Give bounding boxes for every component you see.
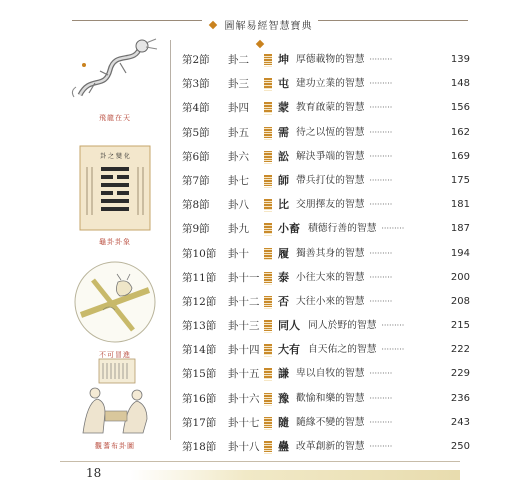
hexagram-number: 卦七: [228, 174, 249, 187]
leader-dots: ·········: [369, 55, 393, 64]
hexagram-name: 豫: [278, 391, 289, 405]
toc-entry[interactable]: [182, 296, 482, 320]
hexagram-number: 卦十七: [228, 416, 260, 429]
figure-caption: 不可冒進: [99, 351, 131, 359]
chapter-title: 帶兵打仗的智慧: [296, 174, 365, 186]
leader-dots: ·········: [381, 321, 405, 331]
hexagram-name: 比: [278, 198, 289, 212]
chapter-title: 解決爭端的智慧: [296, 150, 365, 162]
leader-dots: ·········: [369, 248, 393, 258]
section-number: 第3節: [182, 78, 210, 91]
chapter-title: 建功立業的智慧: [296, 78, 365, 90]
hexagram-symbol-icon: [264, 320, 272, 331]
hexagram-symbol-icon: [264, 368, 272, 379]
chapter-title: 自天佑之的智慧: [308, 344, 377, 356]
toc-entry[interactable]: [182, 54, 482, 78]
toc-entry[interactable]: [182, 175, 482, 199]
scholars-divination-icon: [73, 355, 157, 435]
section-number: 第11節: [182, 271, 217, 284]
chapter-title: 教育啟蒙的智慧: [296, 102, 365, 114]
toc-entry[interactable]: [182, 344, 482, 368]
book-title: 圖解易經智慧寶典: [224, 21, 313, 32]
header-rule-left: [72, 20, 202, 21]
page-ref: 162: [450, 126, 470, 138]
page-ref: 215: [450, 320, 470, 332]
leader-dots: ·········: [381, 345, 405, 355]
chapter-title: 歡愉和樂的智慧: [296, 392, 365, 404]
hexagram-symbol-icon: [264, 151, 272, 162]
section-number: 第9節: [182, 223, 210, 236]
hexagram-number: 卦九: [228, 223, 249, 236]
hexagram-number: 卦十五: [228, 368, 260, 381]
toc-entry[interactable]: [182, 127, 482, 151]
hexagram-symbol-icon: [264, 393, 272, 404]
goat-on-fence-icon: [73, 260, 157, 344]
toc-entry[interactable]: [182, 368, 482, 392]
hexagram-name: 同人: [278, 319, 300, 333]
toc-entry[interactable]: [182, 151, 482, 175]
page-ref: 243: [450, 416, 470, 428]
hexagram-symbol-icon: [264, 54, 272, 65]
toc-entry[interactable]: [182, 272, 482, 296]
footer-rule: [60, 461, 460, 462]
figure-dragon: [60, 35, 170, 123]
hexagram-symbol-icon: [264, 78, 272, 89]
page-ref: 250: [450, 441, 470, 452]
hexagram-name: 履: [278, 246, 289, 260]
leader-dots: ·········: [369, 272, 393, 282]
leader-dots: ·········: [369, 151, 393, 161]
toc-entry[interactable]: [182, 320, 482, 344]
hexagram-name: 蒙: [278, 101, 289, 115]
section-number: 第12節: [182, 295, 217, 308]
page-ref: 222: [450, 344, 470, 356]
chapter-title: 同人於野的智慧: [308, 320, 377, 332]
toc-entry[interactable]: [182, 417, 482, 441]
toc-entry[interactable]: [182, 223, 482, 247]
hexagram-symbol-icon: [264, 417, 272, 428]
hexagram-number: 卦十六: [228, 392, 260, 405]
hexagram-number: 卦八: [228, 199, 249, 212]
section-number: 第16節: [182, 392, 217, 405]
figure-scroll: [60, 145, 170, 247]
page-ref: 181: [450, 199, 470, 211]
header-title-wrap: [204, 14, 316, 32]
hexagram-symbol-icon: [264, 296, 272, 307]
hexagram-scroll-icon: [79, 145, 151, 231]
page-ref: 175: [450, 174, 470, 186]
leader-dots: ·········: [369, 393, 393, 403]
section-number: 第7節: [182, 174, 210, 187]
section-number: 第17節: [182, 416, 217, 429]
dragon-illustration-icon: [70, 35, 160, 107]
hexagram-number: 卦十三: [228, 320, 260, 333]
hexagram-number: 卦五: [228, 126, 249, 139]
hexagram-name: 訟: [278, 149, 289, 163]
table-of-contents: [182, 54, 482, 465]
toc-entry[interactable]: [182, 248, 482, 272]
hexagram-symbol-icon: [264, 248, 272, 259]
hexagram-number: 卦四: [228, 102, 249, 115]
hexagram-symbol-icon: [264, 344, 272, 355]
chapter-title: 厚德載物的智慧: [296, 54, 365, 65]
chapter-title: 小往大來的智慧: [296, 271, 365, 283]
illustration-column: [60, 35, 170, 450]
figure-caption: 觀蓍布卦圖: [95, 442, 135, 450]
section-number: 第18節: [182, 441, 217, 453]
page-ref: 229: [450, 368, 470, 380]
toc-entry[interactable]: [182, 199, 482, 223]
hexagram-name: 蠱: [278, 440, 289, 453]
hexagram-name: 否: [278, 294, 289, 308]
page-ref: 236: [450, 392, 470, 404]
section-number: 第10節: [182, 247, 217, 260]
hexagram-name: 大有: [278, 343, 300, 357]
header-rule-right: [318, 20, 468, 21]
hexagram-name: 屯: [278, 77, 289, 91]
leader-dots: ·········: [369, 296, 393, 306]
section-number: 第2節: [182, 54, 210, 66]
leader-dots: ·········: [369, 127, 393, 137]
hexagram-name: 小畜: [278, 222, 300, 236]
scroll-title: 卦 之 變 化: [100, 153, 130, 160]
leader-dots: ·········: [369, 369, 393, 379]
section-number: 第14節: [182, 344, 217, 357]
leader-dots: ·········: [369, 200, 393, 210]
leader-dots: ·········: [381, 224, 405, 234]
hexagram-symbol-icon: [264, 441, 272, 452]
hexagram-number: 卦六: [228, 150, 249, 163]
hexagram-symbol-icon: [264, 223, 272, 234]
hexagram-number: 卦十四: [228, 344, 260, 357]
diamond-icon: [256, 39, 264, 47]
section-number: 第15節: [182, 368, 217, 381]
page-ref: 208: [450, 295, 470, 307]
page-ref: 169: [450, 150, 470, 162]
hexagram-symbol-icon: [264, 127, 272, 138]
hexagram-symbol-icon: [264, 102, 272, 113]
hexagram-symbol-icon: [264, 272, 272, 283]
column-divider: [170, 40, 171, 440]
toc-entry[interactable]: [182, 393, 482, 417]
hexagram-number: 卦二: [228, 54, 249, 66]
section-number: 第13節: [182, 320, 217, 333]
chapter-title: 大往小來的智慧: [296, 295, 365, 307]
chapter-title: 積德行善的智慧: [308, 223, 377, 235]
hexagram-name: 泰: [278, 270, 289, 284]
page-ref: 194: [450, 247, 470, 259]
page-ref: 156: [450, 102, 470, 114]
section-number: 第5節: [182, 126, 210, 139]
running-header: [0, 14, 520, 32]
toc-entry[interactable]: [182, 102, 482, 126]
page-number: 18: [86, 466, 102, 480]
chapter-title: 卑以自牧的智慧: [296, 368, 365, 380]
figure-caption: 飛龍在天: [99, 114, 131, 122]
leader-dots: ·········: [369, 442, 393, 451]
hexagram-number: 卦三: [228, 78, 249, 91]
section-number: 第6節: [182, 150, 210, 163]
figure-scholars: [60, 355, 170, 451]
hexagram-name: 謙: [278, 367, 289, 381]
hexagram-name: 坤: [278, 53, 289, 66]
section-number: 第4節: [182, 102, 210, 115]
toc-entry[interactable]: [182, 78, 482, 102]
hexagram-number: 卦十一: [228, 271, 260, 284]
hexagram-number: 卦十: [228, 247, 249, 260]
footer-decoration: [130, 470, 460, 480]
page-ref: 139: [450, 54, 470, 65]
hexagram-number: 卦十八: [228, 441, 260, 453]
figure-caption: 龜卦卦象: [99, 238, 131, 246]
page-ref: 187: [450, 223, 470, 235]
chapter-title: 改革創新的智慧: [296, 441, 365, 452]
chapter-title: 獨善其身的智慧: [296, 247, 365, 259]
hexagram-symbol-icon: [264, 175, 272, 186]
chapter-title: 待之以恆的智慧: [296, 126, 365, 138]
leader-dots: ·········: [369, 175, 393, 185]
hexagram-symbol-icon: [264, 199, 272, 210]
hexagram-name: 隨: [278, 415, 289, 429]
hexagram-name: 師: [278, 173, 289, 187]
leader-dots: ·········: [369, 103, 393, 113]
leader-dots: ·········: [369, 417, 393, 427]
figure-branch: [60, 260, 170, 360]
section-number: 第8節: [182, 199, 210, 212]
leader-dots: ·········: [369, 79, 393, 89]
diamond-icon: [209, 20, 217, 28]
page-ref: 200: [450, 271, 470, 283]
page-ref: 148: [450, 78, 470, 90]
chapter-title: 交朋擇友的智慧: [296, 199, 365, 211]
hexagram-name: 需: [278, 125, 289, 139]
chapter-title: 隨緣不變的智慧: [296, 416, 365, 428]
hexagram-number: 卦十二: [228, 295, 260, 308]
